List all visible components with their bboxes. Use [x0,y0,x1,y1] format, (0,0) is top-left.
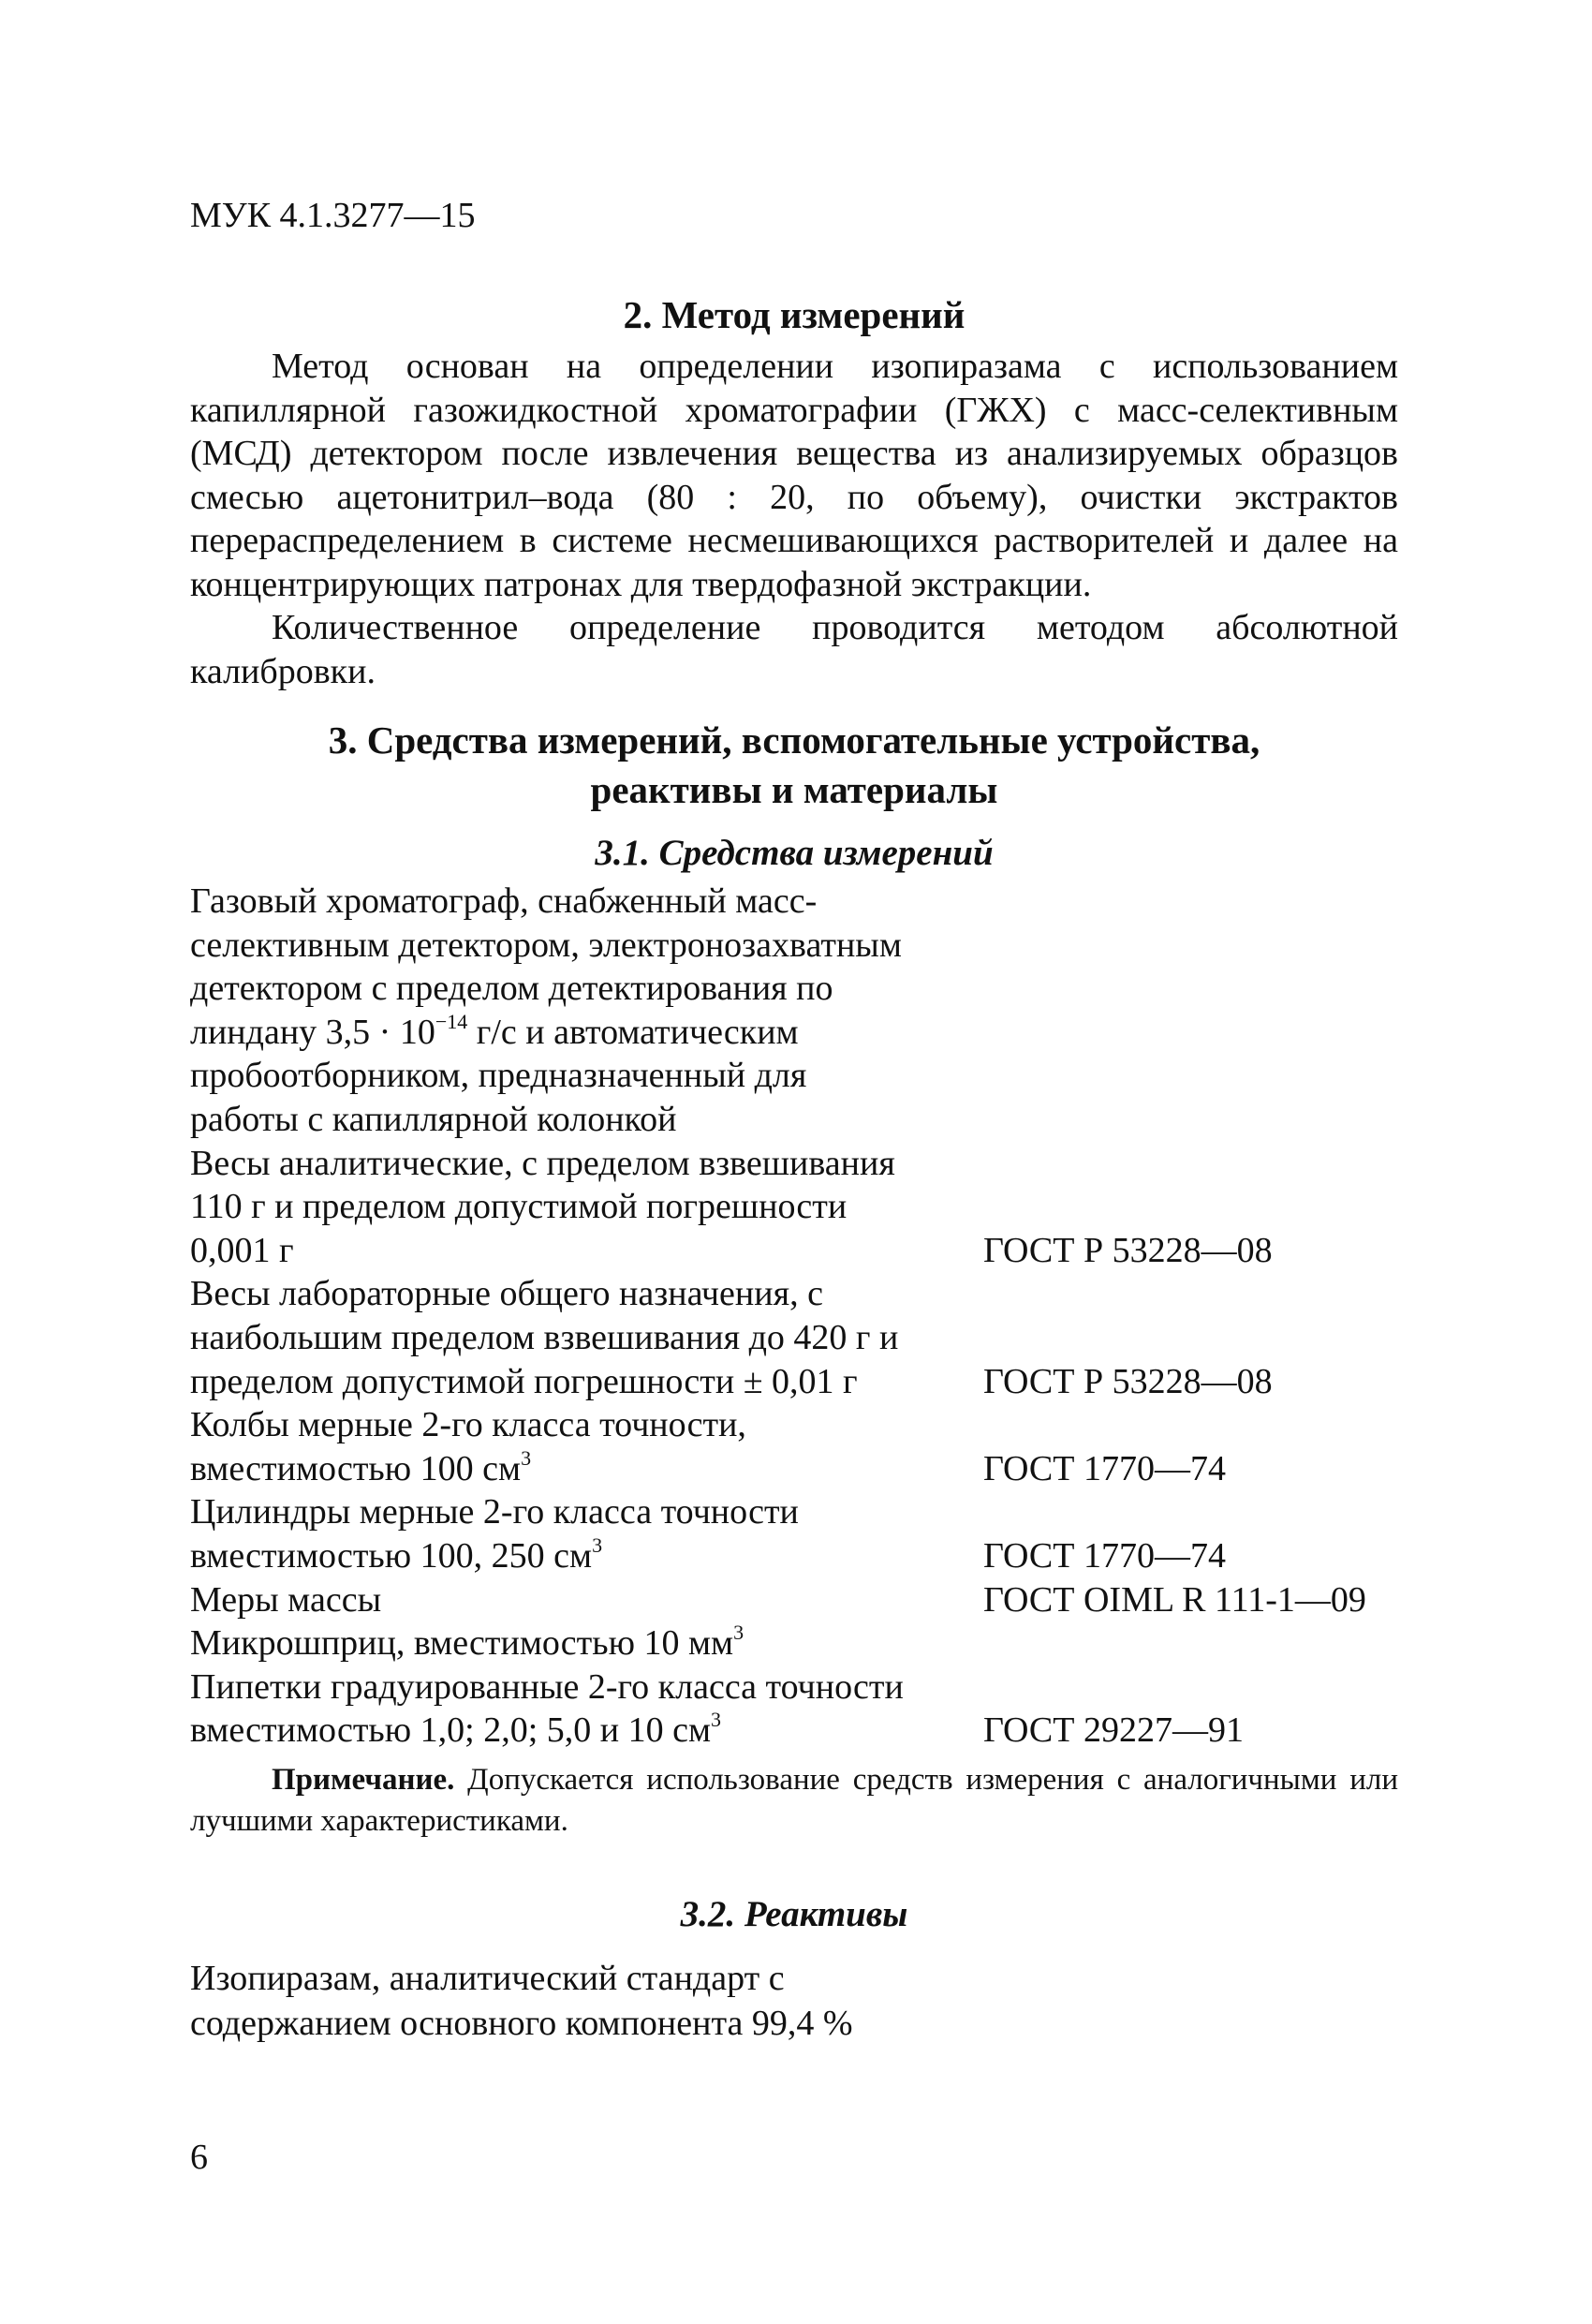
equipment-standard: ГОСТ 29227—91 [983,1710,1244,1751]
equipment-item [190,1272,1426,1403]
section-3-title-line-1: 3. Средства измерений, вспомогательные устройства, [328,718,1260,762]
section-2-paragraph-1: Метод основан на определении изопиразама с использованием капиллярной газожидкостной хроматографии (ГЖХ) с масс-селективным (МСД) детектором после извлечения вещества из анализируемых образцов смесью ацетонитрил–вода (80 : 20, по объему), очистки экстрактов перераспределением в системе несмешивающихся растворителей и далее на концентрирующих патронах для твердофазной экстракции. [190,347,1398,604]
equipment-standard: ГОСТ Р 53228—08 [983,1361,1273,1401]
page-number: 6 [190,2138,208,2177]
equipment-item [190,1621,1426,1665]
equipment-standard: ГОСТ Р 53228—08 [983,1230,1273,1270]
reagents-list [190,1956,1127,2046]
equipment-name: Весы лабораторные общего назначения, с наибольшим пределом взвешивания до 420 г и пределом допустимой погрешности ± 0,01 г [190,1274,899,1401]
equipment-item [190,1665,1426,1753]
equipment-name: Весы аналитические, с пределом взвешивания 110 г и пределом допустимой погрешности 0,001 г [190,1143,895,1270]
equipment-list [190,880,1426,1753]
equipment-name: Колбы мерные 2-го класса точности, вместимостью 100 $см^3$ [190,1405,746,1488]
equipment-standard: ГОСТ 1770—74 [983,1535,1226,1576]
reagent-line: содержанием основного компонента 99,4 % [190,2004,853,2043]
equipment-name: Газовый хроматограф, снабженный масс- селективным детектором, электронозахватным детектором с пределом детектирования по линдану $3,5 \cdot 10^{-14}$ г/с и автоматическим пробоотборником, предназначенный для работы с капиллярной колонкой [190,881,902,1139]
reagent-line: Изопиразам, аналитический стандарт с [190,1959,785,1998]
equipment-item [190,880,1426,1142]
subsection-3-2-title: 3.2. Реактивы [680,1894,908,1934]
equipment-name: Микрошприц, вместимостью 10 $мм^3$ [190,1621,744,1664]
section-2-title: 2. Метод измерений [623,293,966,336]
note [190,1759,1398,1842]
equipment-name: Пипетки градуированные 2-го класса точности вместимостью 1,0; 2,0; 5,0 и 10 $см^3$ [190,1666,904,1751]
equipment-item [190,1578,1426,1622]
section-2-paragraph-2: Количественное определение проводится методом абсолютной калибровки. [190,608,1398,691]
section-3-title-line-2: реактивы и материалы [590,768,998,811]
note-label: Примечание. [272,1763,455,1797]
document-code: МУК 4.1.3277—15 [190,196,476,235]
equipment-standard: ГОСТ OIML R 111-1—09 [983,1579,1366,1620]
equipment-item [190,1403,1426,1490]
equipment-item [190,1142,1426,1273]
equipment-name: Цилиндры мерные 2-го класса точности вместимостью 100, 250 $см^3$ [190,1492,799,1576]
equipment-standard: ГОСТ 1770—74 [983,1448,1226,1488]
equipment-name: Меры массы [190,1579,382,1620]
subsection-3-1-title: 3.1. Средства измерений [595,833,994,873]
note-text: Допускается использование средств измерения с аналогичными или лучшими характеристиками. [190,1763,1398,1838]
equipment-item [190,1490,1426,1577]
